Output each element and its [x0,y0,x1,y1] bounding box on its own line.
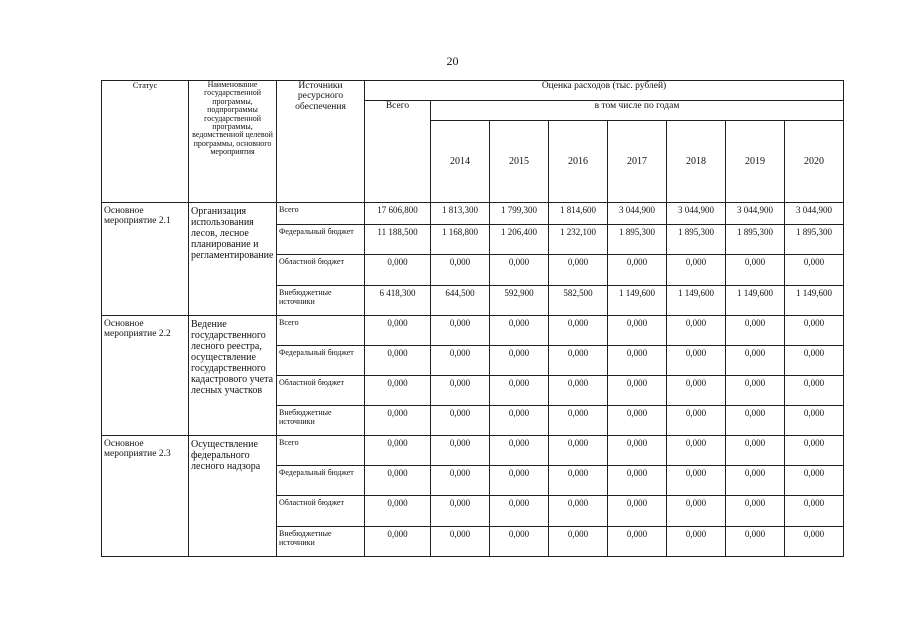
amount-year: 0,000 [667,255,726,286]
amount-total: 0,000 [365,496,431,527]
amount-year: 1 149,600 [785,286,844,316]
amount-year: 0,000 [608,316,667,346]
funding-source: Областной бюджет [277,376,365,406]
amount-year: 3 044,900 [608,203,667,225]
amount-year: 592,900 [490,286,549,316]
amount-year: 1 895,300 [726,225,785,255]
amount-year: 0,000 [549,527,608,557]
amount-year: 0,000 [726,466,785,496]
amount-year: 0,000 [490,346,549,376]
header-name: Наименование государственной программы, подпрограммы государственной программы, ведомственной целевой программы, основного мероприятия [189,81,277,203]
amount-total: 0,000 [365,466,431,496]
amount-year: 0,000 [490,496,549,527]
amount-year: 0,000 [726,376,785,406]
amount-year: 0,000 [726,406,785,436]
amount-year: 0,000 [431,346,490,376]
amount-year: 0,000 [608,376,667,406]
amount-year: 0,000 [667,436,726,466]
amount-year: 0,000 [785,436,844,466]
funding-source: Областной бюджет [277,496,365,527]
header-status: Статус [102,81,189,203]
group-name: Ведение государственного лесного реестра, осуществление государственного кадастрового учета лесных участков [189,316,277,436]
amount-year: 0,000 [490,527,549,557]
amount-year: 0,000 [608,346,667,376]
amount-year: 1 895,300 [608,225,667,255]
group-name: Осуществление федерального лесного надзора [189,436,277,557]
header-year: 2016 [549,121,608,203]
amount-year: 0,000 [490,436,549,466]
amount-total: 0,000 [365,527,431,557]
amount-year: 0,000 [785,376,844,406]
amount-year: 0,000 [667,346,726,376]
amount-total: 0,000 [365,346,431,376]
amount-year: 0,000 [608,406,667,436]
amount-year: 0,000 [549,466,608,496]
amount-total: 11 188,500 [365,225,431,255]
amount-year: 0,000 [726,496,785,527]
header-year: 2019 [726,121,785,203]
funding-source: Внебюджетные источники [277,527,365,557]
amount-year: 0,000 [785,346,844,376]
amount-year: 0,000 [667,527,726,557]
amount-year: 1 814,600 [549,203,608,225]
amount-year: 0,000 [667,316,726,346]
amount-year: 0,000 [490,376,549,406]
amount-year: 1 206,400 [490,225,549,255]
amount-year: 0,000 [431,436,490,466]
amount-year: 0,000 [667,376,726,406]
amount-year: 0,000 [667,496,726,527]
table-row [102,316,844,346]
amount-year: 0,000 [608,466,667,496]
amount-year: 0,000 [785,496,844,527]
amount-year: 1 149,600 [667,286,726,316]
amount-year: 3 044,900 [785,203,844,225]
amount-year: 0,000 [490,466,549,496]
amount-year: 1 895,300 [667,225,726,255]
amount-year: 3 044,900 [726,203,785,225]
funding-source: Всего [277,203,365,225]
amount-year: 1 149,600 [726,286,785,316]
header-year: 2020 [785,121,844,203]
header-expenses-title: Оценка расходов (тыс. рублей) [365,81,844,101]
group-status: Основное мероприятие 2.2 [102,316,189,436]
amount-year: 582,500 [549,286,608,316]
funding-source: Федеральный бюджет [277,466,365,496]
amount-year: 0,000 [608,255,667,286]
header-total: Всего [365,101,431,203]
funding-source: Внебюджетные источники [277,286,365,316]
amount-year: 1 813,300 [431,203,490,225]
amount-year: 0,000 [431,316,490,346]
group-status: Основное мероприятие 2.1 [102,203,189,316]
amount-year: 0,000 [608,436,667,466]
group-name: Организация использования лесов, лесное планирование и регламентирование [189,203,277,316]
amount-year: 0,000 [785,527,844,557]
amount-year: 0,000 [431,527,490,557]
amount-year: 0,000 [431,496,490,527]
amount-total: 17 606,800 [365,203,431,225]
amount-year: 0,000 [726,346,785,376]
expenses-table [101,80,844,557]
amount-year: 0,000 [549,255,608,286]
amount-year: 0,000 [490,406,549,436]
amount-year: 0,000 [785,255,844,286]
amount-year: 0,000 [549,496,608,527]
funding-source: Всего [277,316,365,346]
header-year: 2014 [431,121,490,203]
amount-year: 0,000 [490,316,549,346]
amount-year: 644,500 [431,286,490,316]
amount-year: 0,000 [549,406,608,436]
amount-year: 0,000 [726,316,785,346]
amount-year: 0,000 [431,406,490,436]
amount-total: 0,000 [365,436,431,466]
amount-total: 0,000 [365,255,431,286]
amount-year: 0,000 [549,346,608,376]
amount-year: 0,000 [431,255,490,286]
header-year: 2018 [667,121,726,203]
amount-year: 0,000 [431,376,490,406]
header-sources: Источники ресурсного обеспечения [277,81,365,203]
amount-year: 0,000 [667,466,726,496]
amount-year: 0,000 [785,316,844,346]
amount-total: 0,000 [365,316,431,346]
amount-year: 3 044,900 [667,203,726,225]
amount-year: 0,000 [726,527,785,557]
funding-source: Внебюджетные источники [277,406,365,436]
amount-year: 0,000 [490,255,549,286]
amount-year: 0,000 [785,406,844,436]
header-by-years: в том числе по годам [431,101,844,121]
table-row [102,436,844,466]
amount-year: 0,000 [726,255,785,286]
amount-year: 0,000 [549,376,608,406]
amount-year: 1 895,300 [785,225,844,255]
amount-year: 0,000 [726,436,785,466]
amount-year: 1 168,800 [431,225,490,255]
amount-year: 0,000 [608,496,667,527]
amount-total: 0,000 [365,376,431,406]
amount-year: 1 232,100 [549,225,608,255]
funding-source: Областной бюджет [277,255,365,286]
amount-year: 0,000 [549,436,608,466]
amount-year: 1 149,600 [608,286,667,316]
header-year: 2017 [608,121,667,203]
amount-year: 0,000 [608,527,667,557]
amount-total: 0,000 [365,406,431,436]
amount-total: 6 418,300 [365,286,431,316]
header-year: 2015 [490,121,549,203]
amount-year: 0,000 [667,406,726,436]
group-status: Основное мероприятие 2.3 [102,436,189,557]
funding-source: Федеральный бюджет [277,225,365,255]
amount-year: 0,000 [785,466,844,496]
funding-source: Всего [277,436,365,466]
page-number: 20 [446,54,459,68]
amount-year: 0,000 [549,316,608,346]
funding-source: Федеральный бюджет [277,346,365,376]
amount-year: 1 799,300 [490,203,549,225]
amount-year: 0,000 [431,466,490,496]
table-row [102,203,844,225]
